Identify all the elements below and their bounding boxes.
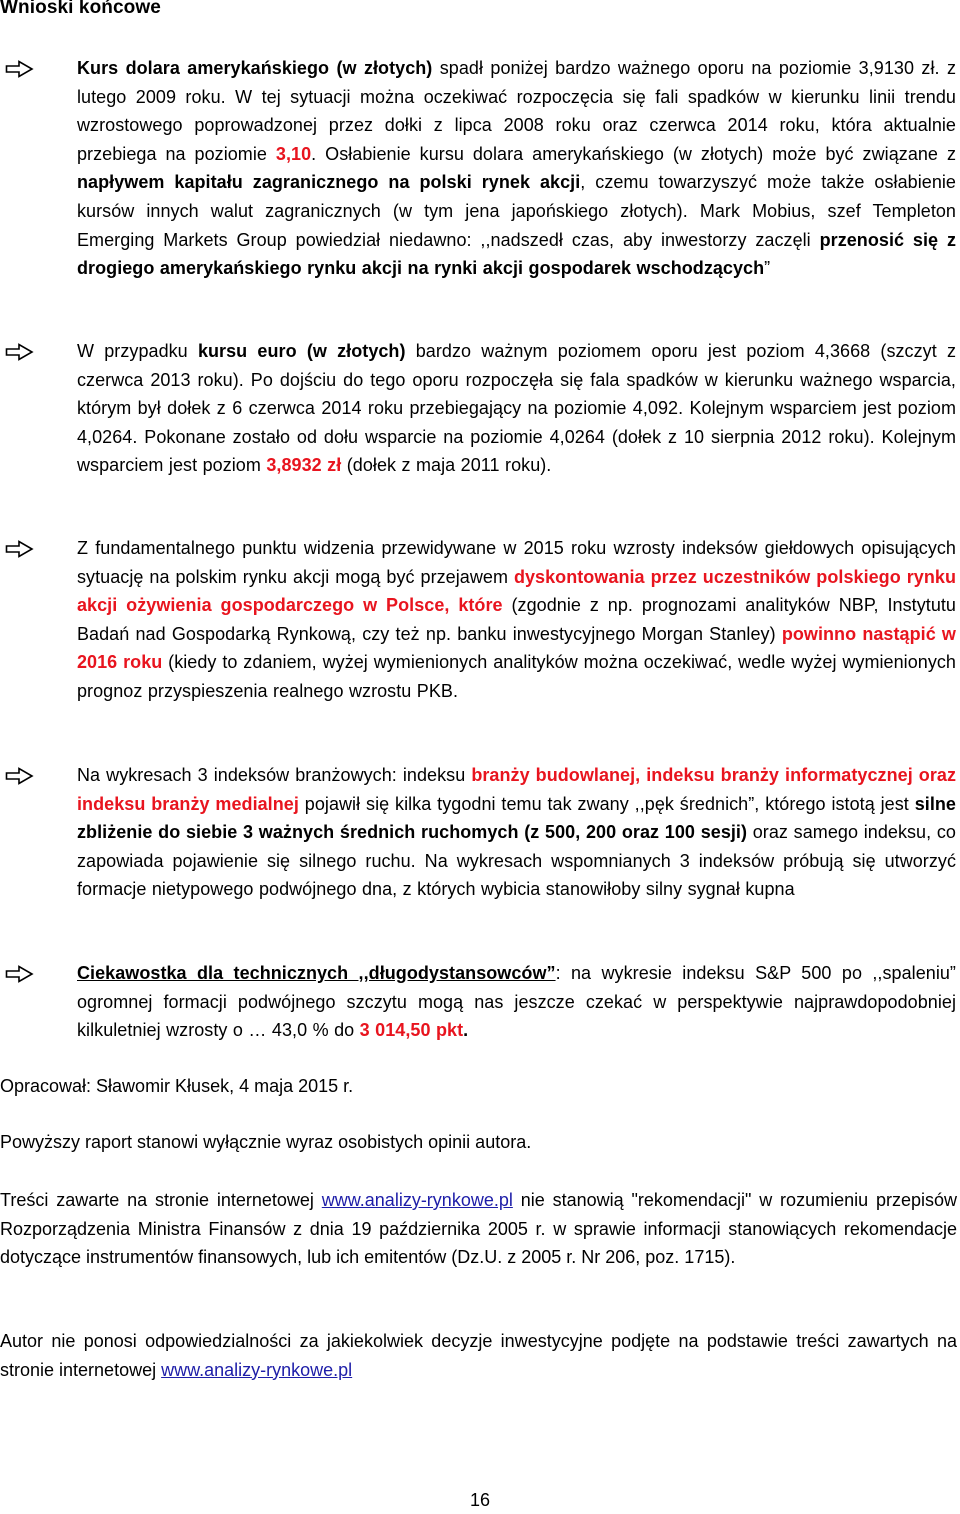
text-run: dyskontowania przez uczestników polskiego rynku akcji ożywienia gospodarczego w Polsce, które [77,566,956,616]
outline-right-arrow-icon [5,59,35,79]
text-run: Na wykresach 3 indeksów branżowych: indeksu [77,765,472,785]
outline-right-arrow-icon [5,766,35,786]
text-run: 3 014,50 pkt [359,1020,464,1041]
text-run: spadł poniżej bardzo ważnego oporu na poziomie 3,9130 zł. z lutego 2009 roku. W tej sytuacji można oczekiwać rozpoczęcia się fali spadków w kierunku linii trendu wzrostowego poprowadzonej przez dołki z lipca 2008 roku oraz czerwca 2014 roku, która aktualnie przebiega na poziomie [77,58,956,164]
liability-text: Autor nie ponosi odpowiedzialności za jakiekolwiek decyzje inwestycyjne podjęte na podstawie treści zawartych na stronie internetowej [0,1331,957,1380]
text-run: . [463,1020,469,1041]
text-run: bardzo ważnym poziomem oporu jest poziom 4,3668 (szczyt z czerwca 2013 roku). Po dojściu do tego oporu rozpoczęła się fala spadków w kierunku ważnego wsparcia, którym był dołek z 6 czerwca 2014 roku przebiegający na poziomie 4,092. Kolejnym wsparciem jest poziom 4,0264. Pokonane zostało od dołu wsparcie na poziomie 4,0264 (dołek z 10 sierpnia 2012 roku). Kolejnym wsparciem jest poziom [77,341,956,476]
disclaimer-recommendation [0,1186,957,1272]
bullet-text [77,534,956,706]
outline-right-arrow-icon [5,964,35,984]
bullet-text [77,959,956,1045]
text-run: Z fundamentalnego punktu widzenia przewidywane w 2015 roku wzrosty indeksów giełdowych opisujących sytuację na polskim rynku akcji mogą być przejawem [77,538,956,587]
text-run: : na wykresie indeksu S&P 500 po ,,spaleniu” ogromnej formacji podwójnego szczytu mogą nas jeszcze czekać w perspektywie najprawdopodobniej kilkuletniej wzrosty o … 43,0 % do [77,963,956,1041]
author-line: Opracował: Sławomir Kłusek, 4 maja 2015 r. [0,1076,354,1096]
outline-right-arrow-icon [5,342,35,362]
text-run: (kiedy to zdaniem, wyżej wymienionych analityków można oczekiwać, wedle wyżej wymienionych prognoz przyspieszenia realnego wzrostu PKB. [77,652,956,701]
text-run: ” [764,258,771,279]
text-run: 3,10 [275,143,312,164]
text-run: 3,8932 zł [266,455,342,476]
text-run: , czemu towarzyszyć może także osłabienie kursów innych walut zagranicznych (w tym jena japońskiego złotych). Mark Mobius, szef Templeton Emerging Markets Group powiedział niedawno: ,,nadszedł czas, aby inwestorzy zaczęli [77,172,956,250]
text-run: powinno nastąpić w 2016 roku [77,623,956,673]
bullet-text [77,337,956,480]
website-link[interactable]: www.analizy-rynkowe.pl [161,1359,353,1380]
text-run: napływem kapitału zagranicznego na polski rynek akcji [77,172,581,193]
disclaimer-text-start: Treści zawarte na stronie internetowej [0,1190,322,1210]
page-heading: Wnioski końcowe [0,0,161,18]
website-link[interactable]: www.analizy-rynkowe.pl [321,1190,513,1210]
opinion-statement: Powyższy raport stanowi wyłącznie wyraz osobistych opinii autora. [0,1132,532,1152]
text-run: silne zbliżenie do siebie 3 ważnych średnich ruchomych (z 500, 200 oraz 100 sesji) [77,793,956,843]
text-run: Ciekawostka dla technicznych ,,długodystansowców” [77,963,556,983]
disclaimer-text-end: nie stanowią "rekomendacji" w rozumieniu przepisów Rozporządzenia Ministra Finansów z dnia 19 października 2005 r. w sprawie informacji stanowiących rekomendacje dotyczące instrumentów finansowych, lub ich emitentów (Dz.U. z 2005 r. Nr 206, poz. 1715). [0,1190,957,1267]
disclaimer-liability [0,1327,957,1384]
text-run: (zgodnie z np. prognozami analityków NBP, Instytutu Badań nad Gospodarką Rynkową, czy też np. banku inwestycyjnego Morgan Stanley) [77,595,956,644]
outline-right-arrow-icon [5,539,35,559]
text-run: branży budowlanej, indeksu branży informatycznej oraz indeksu branży medialnej [77,765,956,814]
text-run: kursu euro (w złotych) [197,341,406,361]
text-run: W przypadku [77,341,198,361]
page-number: 16 [469,1490,491,1510]
text-run: . Osłabienie kursu dolara amerykańskiego (w złotych) może być związane z [311,143,956,164]
bullet-text [77,54,956,283]
bullet-text [77,761,956,904]
text-run: przenosić się z drogiego amerykańskiego rynku akcji na rynki akcji gospodarek wschodzących [77,229,957,279]
text-run: Kurs dolara amerykańskiego (w złotych) [77,58,433,78]
text-run: pojawił się kilka tygodni temu tak zwany ,,pęk średnich”, którego istotą jest [298,793,915,814]
text-run: (dołek z maja 2011 roku). [341,455,552,476]
text-run: oraz samego indeksu, co zapowiada pojawienie się silnego ruchu. Na wykresach wspomnianych 3 indeksów próbują się utworzyć formacje nietypowego podwójnego dna, z których wybicia stanowiłoby silny sygnał kupna [77,822,956,900]
